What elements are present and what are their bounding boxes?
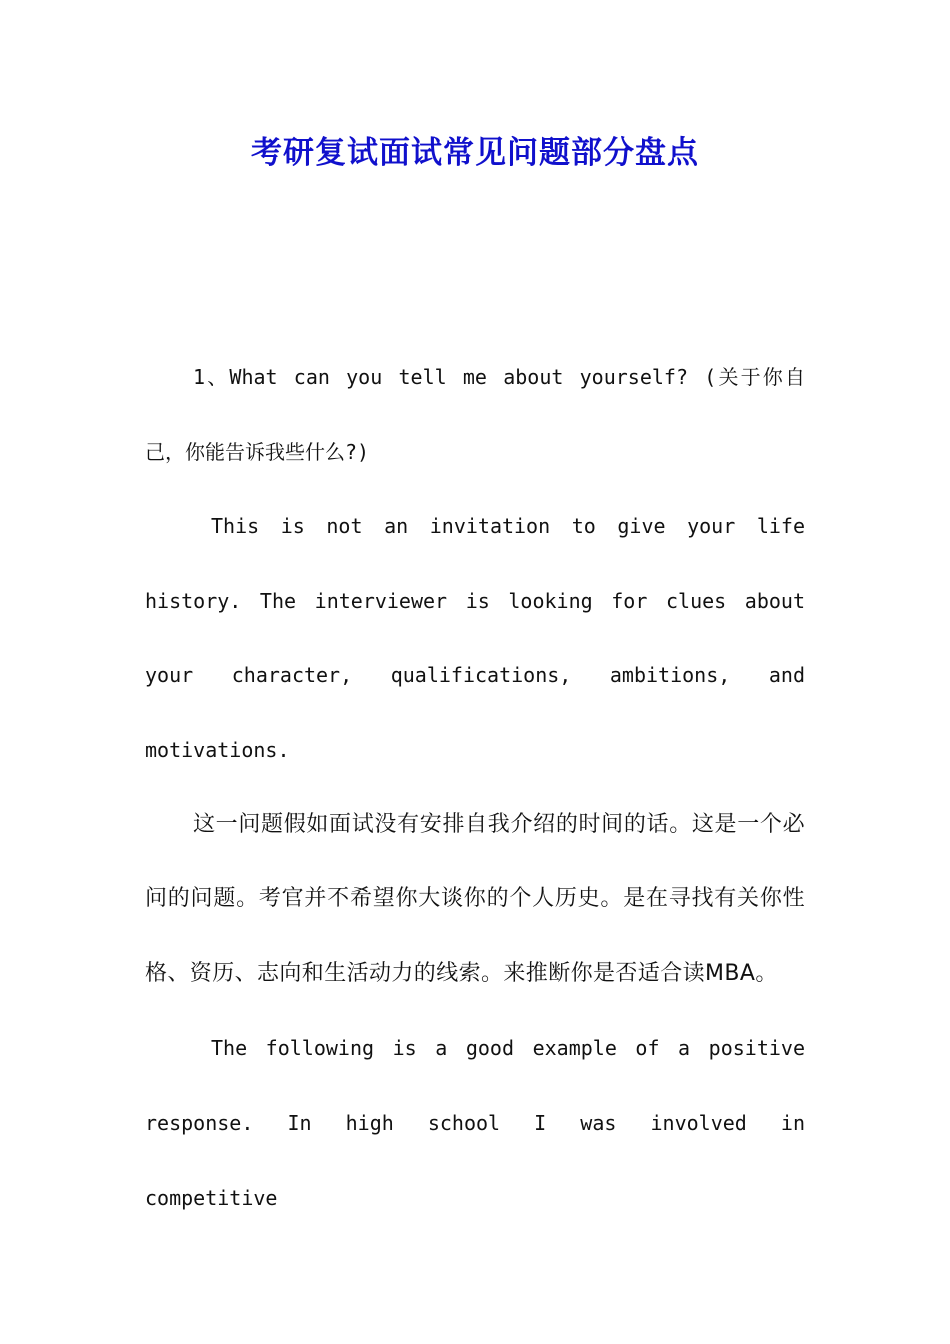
explanation-chinese-paragraph: 这一问题假如面试没有安排自我介绍的时间的话。这是一个必问的问题。考官并不希望你大谈你的个人历史。是在寻找有关你性格、资历、志向和生活动力的线索。来推断你是否适合读MBA。 bbox=[145, 811, 805, 986]
document-body bbox=[145, 340, 805, 1235]
explanation-english-paragraph: This is not an invitation to give your life history. The interviewer is looking for clues about your character, qualifications, ambitions, and motivations. bbox=[145, 514, 805, 762]
example-english-paragraph: The following is a good example of a positive response. In high school I was involved in competitive bbox=[145, 1036, 805, 1210]
document-title: 考研复试面试常见问题部分盘点 bbox=[251, 135, 699, 171]
question-paragraph: 1、What can you tell me about yourself? (关于你自己，你能告诉我些什么?) bbox=[145, 365, 805, 464]
